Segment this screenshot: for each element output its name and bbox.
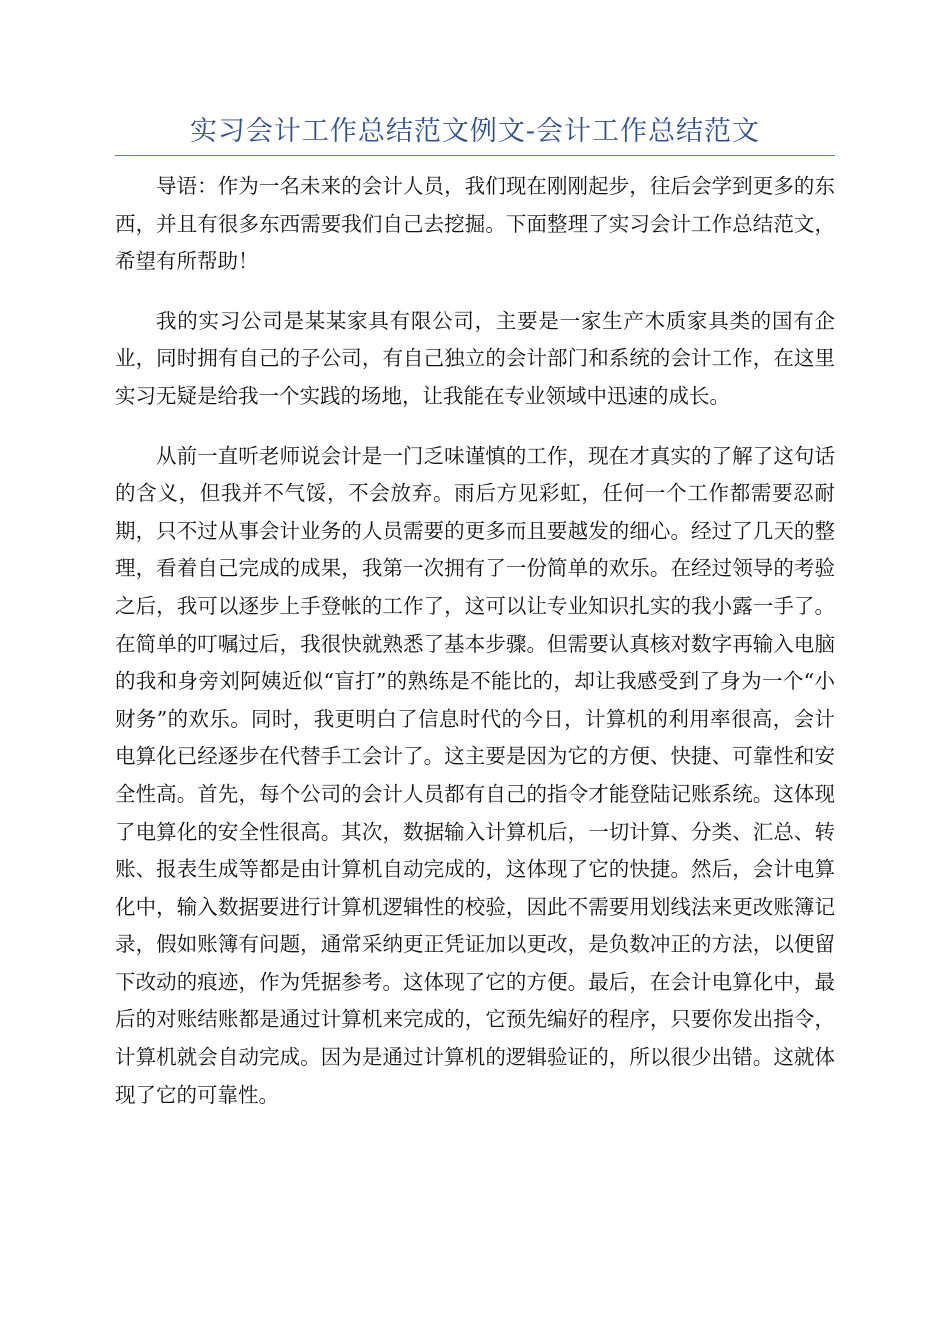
document-title: 实习会计工作总结范文例文-会计工作总结范文: [189, 116, 761, 147]
paragraph-company: 我的实习公司是某某家具有限公司，主要是一家生产木质家具类的国有企业，同时拥有自己的子公司，有自己独立的会计部门和系统的会计工作，在这里实习无疑是给我一个实践的场地，让我能在专业领域中迅速的成长。: [115, 308, 835, 408]
title-underline: [115, 155, 835, 156]
title-block: [115, 110, 835, 156]
document-body: [115, 168, 835, 1136]
paragraph-intro: 导语：作为一名未来的会计人员，我们现在刚刚起步，往后会学到更多的东西，并且有很多东西需要我们自己去挖掘。下面整理了实习会计工作总结范文，希望有所帮助！: [115, 174, 835, 274]
paragraph-experience: 从前一直听老师说会计是一门乏味谨慎的工作，现在才真实的了解了这句话的含义，但我并不气馁，不会放弃。雨后方见彩虹，任何一个工作都需要忍耐期，只不过从事会计业务的人员需要的更多而且要越发的细心。经过了几天的整理，看着自己完成的成果，我第一次拥有了一份简单的欢乐。在经过领导的考验之后，我可以逐步上手登帐的工作了，这可以让专业知识扎实的我小露一手了。在简单的叮嘱过后，我很快就熟悉了基本步骤。但需要认真核对数字再输入电脑的我和身旁刘阿姨近似“盲打”的熟练是不能比的，却让我感受到了身为一个“小财务”的欢乐。同时，我更明白了信息时代的今日，计算机的利用率很高，会计电算化已经逐步在代替手工会计了。这主要是因为它的方便、快捷、可靠性和安全性高。首先，每个公司的会计人员都有自己的指令才能登陆记账系统。这体现了电算化的安全性很高。其次，数据输入计算机后，一切计算、分类、汇总、转账、报表生成等都是由计算机自动完成的，这体现了它的快捷。然后，会计电算化中，输入数据要进行计算机逻辑性的校验，因此不需要用划线法来更改账簿记录，假如账簿有问题，通常采纳更正凭证加以更改，是负数冲正的方法，以便留下改动的痕迹，作为凭据参考。这体现了它的方便。最后，在会计电算化中，最后的对账结账都是通过计算机来完成的，它预先编好的程序，只要你发出指令，计算机就会自动完成。因为是通过计算机的逻辑验证的，所以很少出错。这就体现了它的可靠性。: [115, 443, 835, 1107]
